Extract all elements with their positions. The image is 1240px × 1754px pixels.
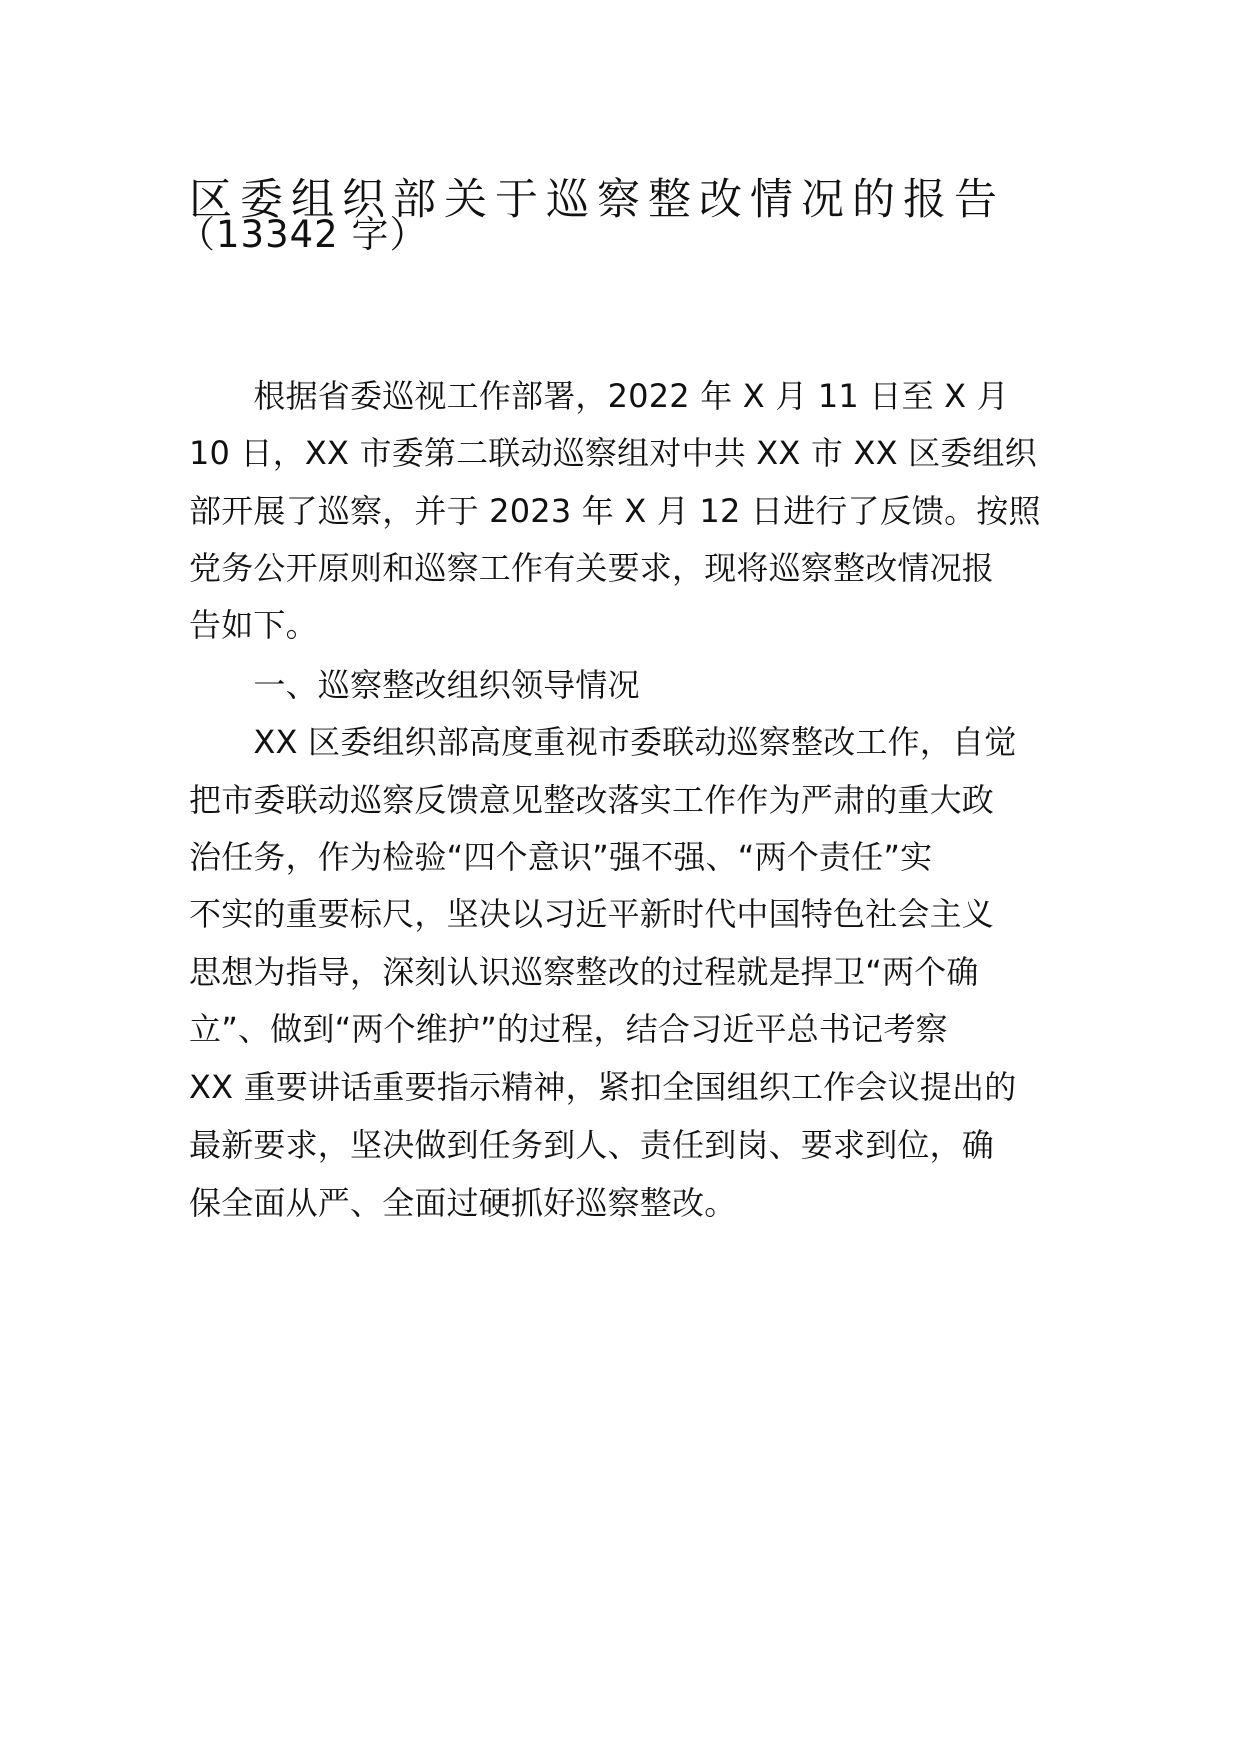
document-subtitle: （13342 字） [178, 213, 428, 256]
paragraph-2-line-6: 立”、做到“两个维护”的过程，结合习近平总书记考察 [189, 1010, 948, 1048]
document-title: 区委组织部关于巡察整改情况的报告 [189, 175, 1005, 225]
paragraph-1-line-1: 根据省委巡视工作部署，2022 年 X 月 11 日至 X 月 [189, 377, 1009, 415]
paragraph-2-line-8: 最新要求，坚决做到任务到人、责任到岗、要求到位，确 [189, 1126, 995, 1164]
paragraph-2-line-3: 治任务，作为检验“四个意识”强不强、“两个责任”实 [189, 838, 933, 876]
paragraph-2-line-7: XX 重要讲话重要指示精神，紧扣全国组织工作会议提出的 [189, 1068, 1017, 1106]
section-heading-1: 一、巡察整改组织领导情况 [189, 666, 640, 704]
paragraph-1-line-2: 10 日，XX 市委第二联动巡察组对中共 XX 市 XX 区委组织 [189, 434, 1037, 472]
paragraph-1-line-3: 部开展了巡察，并于 2023 年 X 月 12 日进行了反馈。按照 [189, 492, 1041, 530]
paragraph-2-line-5: 思想为指导，深刻认识巡察整改的过程就是捍卫“两个确 [189, 953, 979, 991]
paragraph-1-line-4: 党务公开原则和巡察工作有关要求，现将巡察整改情况报 [189, 549, 995, 587]
paragraph-2-line-9: 保全面从严、全面过硬抓好巡察整改。 [189, 1184, 737, 1222]
paragraph-2-line-1: XX 区委组织部高度重视市委联动巡察整改工作，自觉 [189, 723, 1017, 761]
paragraph-2-line-2: 把市委联动巡察反馈意见整改落实工作作为严肃的重大政 [189, 781, 995, 819]
paragraph-1-line-5: 告如下。 [189, 606, 318, 644]
paragraph-2-line-4: 不实的重要标尺，坚决以习近平新时代中国特色社会主义 [189, 895, 995, 933]
